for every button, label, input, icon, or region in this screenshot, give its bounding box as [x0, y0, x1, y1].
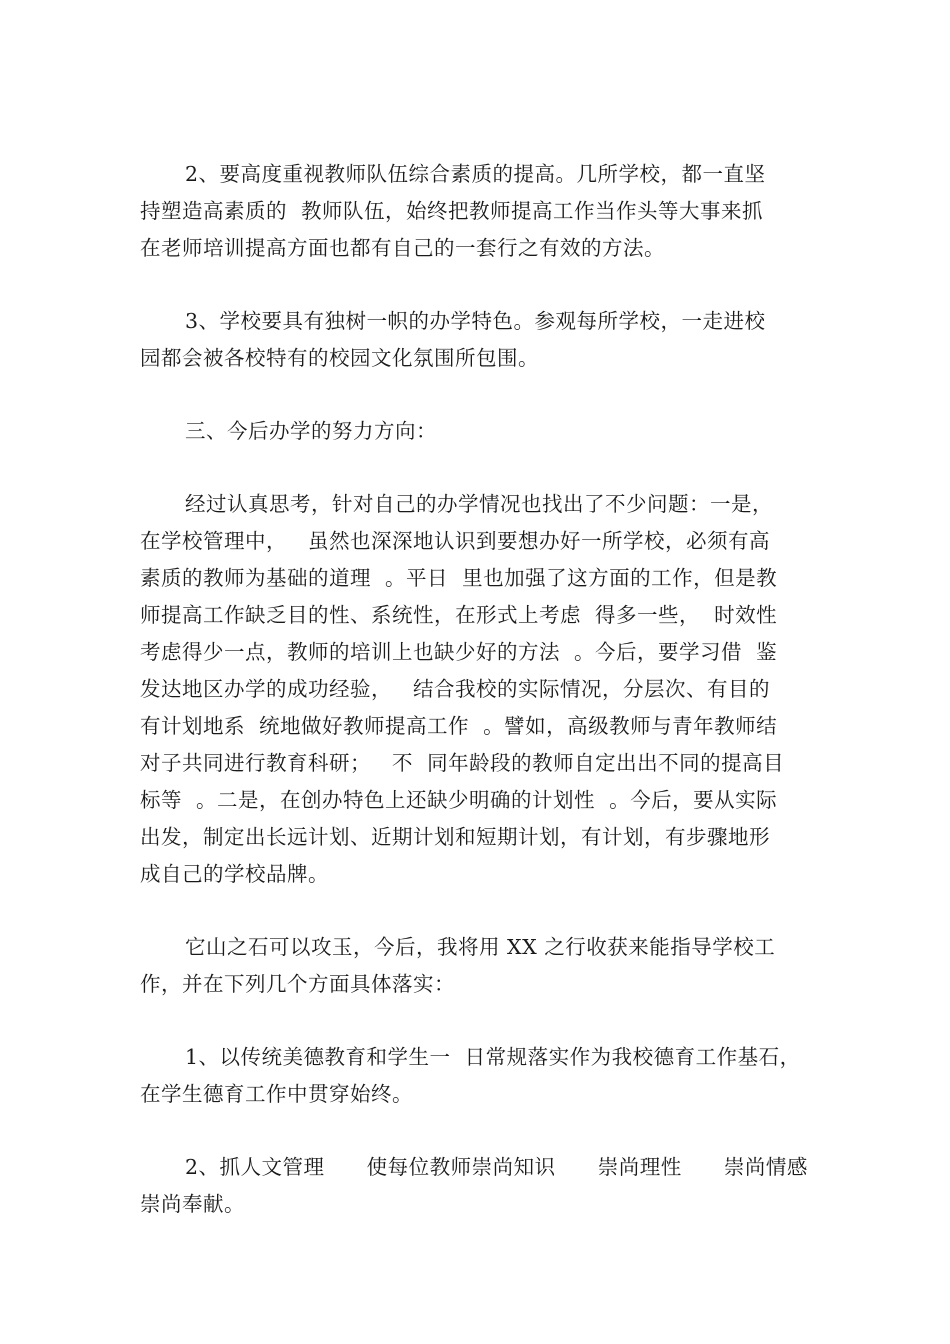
paragraph-teacher-quality: [140, 156, 810, 267]
text-line: 持塑造高素质的 教师队伍，始终把教师提高工作当作头等大事来抓: [140, 199, 764, 223]
text-line: 在老师培训提高方面也都有自己的一套行之有效的方法。: [140, 236, 665, 260]
text-line: 2、抓人文管理 使每位教师崇尚知识 崇尚理性 崇尚情感: [185, 1155, 808, 1179]
text-line: 崇尚奉献。: [140, 1192, 245, 1216]
text-line: 3、学校要具有独树一帜的办学特色。参观每所学校，一走进校: [185, 309, 766, 333]
text-line: 园都会被各校特有的校园文化氛围所包围。: [140, 346, 539, 370]
text-line: 经过认真思考，针对自己的办学情况也找出了不少问题：一是，: [185, 492, 773, 516]
text-line: 标等 。二是，在创办特色上还缺少明确的计划性 。今后，要从实际: [140, 788, 778, 812]
text-line: 在学校管理中， 虽然也深深地认识到要想办好一所学校，必须有高: [140, 529, 771, 553]
section-heading-future-direction: [140, 413, 810, 450]
text-line: 对子共同进行教育科研； 不 同年龄段的教师自定出出不同的提高目: [140, 751, 785, 775]
text-line: 素质的教师为基础的道理 。平日 里也加强了这方面的工作，但是教: [140, 566, 778, 590]
paragraph-moral-education: [140, 1039, 810, 1113]
text-line: 发达地区办学的成功经验， 结合我校的实际情况，分层次、有目的: [140, 677, 771, 701]
text-line: 它山之石可以攻玉，今后，我将用 XX 之行收获来能指导学校工: [185, 935, 776, 959]
heading-line: 三、今后办学的努力方向：: [185, 419, 437, 443]
paragraph-lessons: [140, 929, 810, 1003]
paragraph-school-feature: [140, 303, 810, 377]
text-line: 师提高工作缺乏目的性、系统性，在形式上考虑 得多一些， 时效性: [140, 603, 778, 627]
paragraph-humanistic-management: [140, 1149, 810, 1223]
text-line: 作，并在下列几个方面具体落实：: [140, 972, 455, 996]
text-line: 考虑得少一点，教师的培训上也缺少好的方法 。今后，要学习借 鉴: [140, 640, 778, 664]
text-line: 有计划地系 统地做好教师提高工作 。譬如，高级教师与青年教师结: [140, 714, 778, 738]
text-line: 2、要高度重视教师队伍综合素质的提高。几所学校，都一直坚: [185, 162, 766, 186]
document-body: [140, 156, 810, 1259]
text-line: 1、以传统美德教育和学生一 日常规落实作为我校德育工作基石，: [185, 1045, 801, 1069]
text-line: 出发，制定出长远计划、近期计划和短期计划，有计划，有步骤地形: [140, 825, 770, 849]
paragraph-problems: [140, 486, 810, 893]
text-line: 成自己的学校品牌。: [140, 862, 329, 886]
text-line: 在学生德育工作中贯穿始终。: [140, 1082, 413, 1106]
